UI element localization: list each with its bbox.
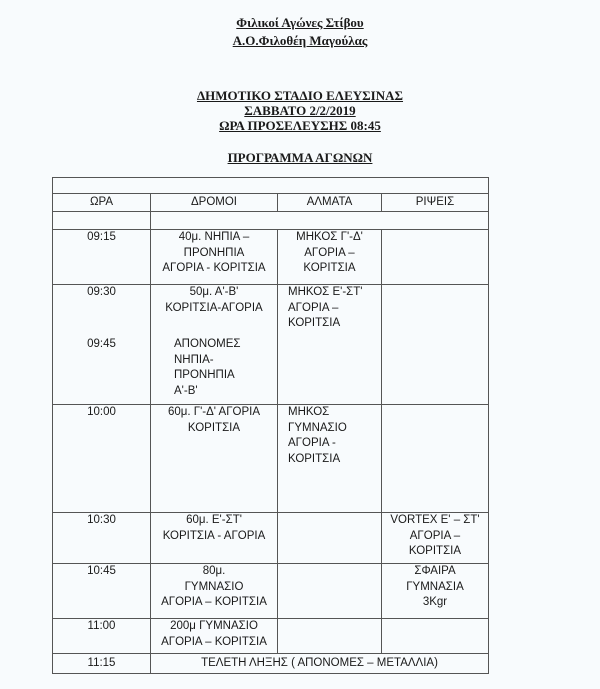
cell-line: ΓΥΜΝΑΣΙΟ <box>288 421 347 434</box>
cell-line: 60μ. Γ'-Δ' ΑΓΟΡΙΑ <box>167 406 261 418</box>
jumps-cell <box>278 619 382 654</box>
club-name: Α.Ο.Φιλοθέη Μαγούλας <box>232 33 368 48</box>
cell-line: ΑΓΟΡΙΑ - <box>288 437 336 449</box>
cell-line: ΓΥΜΝΑΣΙΑ <box>406 580 464 593</box>
blank-row <box>53 178 489 194</box>
track-cell <box>151 230 278 285</box>
cell-line: 40μ. ΝΗΠΙΑ – <box>178 231 250 243</box>
col-header-throws: ΡΙΨΕΙΣ <box>382 194 489 212</box>
header-row <box>53 194 489 212</box>
time-cell <box>53 564 151 619</box>
throws-cell <box>382 230 489 285</box>
track-cell <box>151 564 278 619</box>
track-cell <box>151 285 278 405</box>
time: 09:15 <box>87 231 116 243</box>
cell-line: Α'-Β' <box>174 384 198 397</box>
table-row <box>53 230 489 285</box>
time: 09:45 <box>87 337 116 350</box>
cell-line: 50μ. Α'-Β' <box>189 286 239 298</box>
venue: ΔΗΜΟΤΙΚΟ ΣΤΑΔΙΟ ΕΛΕΥΣΙΝΑΣ <box>196 88 404 103</box>
cell-line: ΠΡΟΝΗΠΙΑ <box>183 246 245 259</box>
cell-line: ΣΦΑΙΡΑ <box>414 565 456 577</box>
table-row <box>53 564 489 619</box>
time: 11:00 <box>87 620 116 632</box>
cell-line: ΜΗΚΟΣ <box>288 406 330 418</box>
event-title: Φιλικοί Αγώνες Στίβου <box>236 15 364 30</box>
time-cell <box>53 230 151 285</box>
schedule-table <box>52 177 489 674</box>
throws-cell <box>382 513 489 564</box>
time: 10:30 <box>87 514 116 526</box>
closing-ceremony: ΤΕΛΕΤΗ ΛΗΞΗΣ ( ΑΠΟΝΟΜΕΣ – ΜΕΤΑΛΛΙΑ) <box>151 654 489 674</box>
cell-line: VORTEX Ε' – ΣΤ' <box>390 514 480 526</box>
jumps-cell <box>278 230 382 285</box>
blank-cell <box>53 212 151 230</box>
cell-line: ΚΟΡΙΤΣΙΑ <box>303 262 356 274</box>
cell-line: ΚΟΡΙΤΣΙΑ - ΑΓΟΡΙΑ <box>162 529 266 542</box>
cell-line: ΓΥΜΝΑΣΙΟ <box>184 580 244 593</box>
cell-line: ΜΗΚΟΣ Γ'-Δ' <box>296 231 363 243</box>
throws-cell <box>382 619 489 654</box>
jumps-cell <box>278 285 382 405</box>
track-cell <box>151 513 278 564</box>
cell-line: ΜΗΚΟΣ Ε'-ΣΤ' <box>288 286 363 298</box>
time-cell <box>53 619 151 654</box>
time: 10:00 <box>87 406 116 418</box>
cell-line: ΚΟΡΙΤΣΙΑ <box>187 421 241 434</box>
cell-line: ΚΟΡΙΤΣΙΑ <box>288 452 341 465</box>
col-header-track: ΔΡΟΜΟΙ <box>151 194 278 212</box>
track-cell <box>151 405 278 513</box>
table-row <box>53 513 489 564</box>
table-row <box>53 405 489 513</box>
cell-line: ΑΓΟΡΙΑ – ΚΟΡΙΤΣΙΑ <box>161 596 267 608</box>
jumps-cell <box>278 513 382 564</box>
time-cell <box>53 285 151 405</box>
time: 10:45 <box>87 565 116 577</box>
program-title: ΠΡΟΓΡΑΜΜΑ ΑΓΩΝΩΝ <box>227 150 373 165</box>
event-date: ΣΑΒΒΑΤΟ 2/2/2019 <box>244 103 356 118</box>
cell-line: 80μ. <box>202 565 226 577</box>
throws-cell <box>382 285 489 405</box>
time: 09:30 <box>87 286 116 298</box>
cell-line: ΑΓΟΡΙΑ – <box>409 529 461 542</box>
time-cell <box>53 405 151 513</box>
table-row <box>53 619 489 654</box>
blank-cell <box>151 212 489 230</box>
jumps-cell <box>278 564 382 619</box>
closing-row <box>53 654 489 674</box>
closing-time: 11:15 <box>53 654 151 674</box>
cell-line: ΚΟΡΙΤΣΙΑ-ΑΓΟΡΙΑ <box>165 301 263 314</box>
cell-line: ΝΗΠΙΑ-ΠΡΟΝΗΠΙΑ <box>174 353 235 381</box>
cell-line: 200μ ΓΥΜΝΑΣΙΟ <box>170 620 258 632</box>
cell-line: 3Kgr <box>422 596 448 608</box>
cell-line: ΑΓΟΡΙΑ – <box>304 246 355 259</box>
cell-line: ΑΠΟΝΟΜΕΣ <box>174 338 241 350</box>
track-cell <box>151 619 278 654</box>
arrival-time: ΩΡΑ ΠΡΟΣΕΛΕΥΣΗΣ 08:45 <box>219 118 381 133</box>
col-header-time: ΩΡΑ <box>53 194 151 212</box>
col-header-jumps: ΑΛΜΑΤΑ <box>278 194 382 212</box>
time-cell <box>53 513 151 564</box>
throws-cell <box>382 405 489 513</box>
cell-line: ΚΟΡΙΤΣΙΑ <box>408 545 462 557</box>
cell-line: 60μ. Ε'-ΣΤ' <box>186 514 242 526</box>
table-row <box>53 285 489 405</box>
jumps-cell <box>278 405 382 513</box>
cell-line: ΚΟΡΙΤΣΙΑ <box>288 317 341 329</box>
cell-line: ΑΓΟΡΙΑ – <box>288 301 339 314</box>
throws-cell <box>382 564 489 619</box>
cell-line: ΑΓΟΡΙΑ – ΚΟΡΙΤΣΙΑ <box>161 635 267 648</box>
cell-line: ΑΓΟΡΙΑ - ΚΟΡΙΤΣΙΑ <box>162 262 266 274</box>
